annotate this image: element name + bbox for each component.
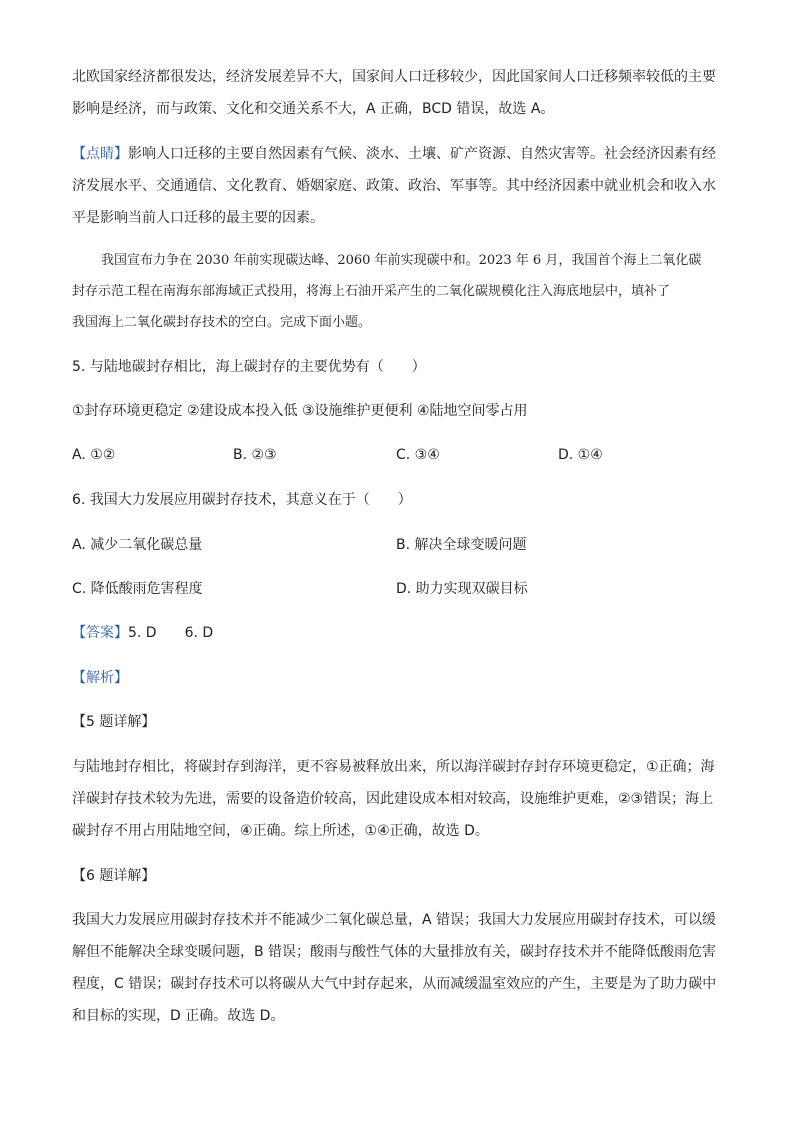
detail-6-line: 解但不能解决全球变暖问题，B 错误；酸雨与酸性气体的大量排放有关，碳封存技术并不能降低酸雨危害 — [72, 944, 717, 960]
detail-5-line: 碳封存不用占用陆地空间，④正确。综上所述，①④正确，故选 D。 — [72, 823, 489, 839]
answer-line — [72, 623, 213, 643]
q6-option-d: D. 助力实现双碳目标 — [396, 581, 528, 597]
answer-text: 5. D 6. D — [128, 625, 214, 641]
answer-label: 【答案】 — [72, 625, 128, 641]
material-line: 我国宣布力争在 2030 年前实现碳达峰、2060 年前实现碳中和。2023 年 6 月，我国首个海上二氧化碳 — [101, 253, 702, 268]
question-6-stem: 6. 我国大力发展应用碳封存技术，其意义在于（ ） — [72, 492, 412, 508]
paragraph-line: 北欧国家经济都很发达，经济发展差异不大，国家间人口迁移较少，因此国家间人口迁移频率较低的主要 — [72, 69, 716, 85]
detail-5-line: 洋碳封存技术较为先进，需要的设备造价较高，因此建设成本相对较高，设施维护更难，②③错误；海上 — [72, 791, 714, 807]
dianjing-line: 济发展水平、交通通信、文化教育、婚姻家庭、政策、政治、军事等。其中经济因素中就业机会和收入水 — [72, 178, 716, 194]
dianjing-line: 平是影响当前人口迁移的最主要的因素。 — [72, 210, 324, 226]
dianjing-text: 影响人口迁移的主要自然因素有气候、淡水、土壤、矿产资源、自然灾害等。社会经济因素有经 — [128, 146, 716, 162]
analysis-label: 【解析】 — [72, 670, 128, 686]
q5-option-a: A. ①② — [72, 447, 116, 463]
detail-6-line: 我国大力发展应用碳封存技术并不能减少二氧化碳总量，A 错误；我国大力发展应用碳封存技术，可以缓 — [72, 912, 717, 928]
material-line: 封存示范工程在南海东部海域正式投用，将海上石油开采产生的二氧化碳规模化注入海底地层中，填补了 — [72, 284, 671, 299]
q5-option-b: B. ②③ — [233, 447, 277, 463]
q5-option-c: C. ③④ — [396, 447, 440, 463]
dianjing-line — [72, 144, 716, 164]
detail-6-line: 和目标的实现，D 正确。故选 D。 — [72, 1008, 285, 1024]
q6-option-c: C. 降低酸雨危害程度 — [72, 581, 203, 597]
q5-option-d: D. ①④ — [558, 447, 603, 463]
q6-option-a: A. 减少二氧化碳总量 — [72, 537, 203, 553]
detail-5-label: 【5 题详解】 — [72, 714, 156, 730]
detail-6-line: 程度，C 错误；碳封存技术可以将碳从大气中封存起来，从而减缓温室效应的产生，主要是为了助力碳中 — [72, 976, 717, 992]
paragraph-line: 影响是经济，而与政策、文化和交通关系不大，A 正确，BCD 错误，故选 A。 — [72, 101, 555, 117]
question-5-stem: 5. 与陆地碳封存相比，海上碳封存的主要优势有（ ） — [72, 359, 426, 375]
detail-5-line: 与陆地封存相比，将碳封存到海洋，更不容易被释放出来，所以海洋碳封存封存环境更稳定，①正确；海 — [72, 759, 715, 775]
dianjing-label: 【点睛】 — [72, 146, 128, 162]
question-5-items: ①封存环境更稳定 ②建设成本投入低 ③设施维护更便利 ④陆地空间零占用 — [72, 403, 528, 419]
q6-option-b: B. 解决全球变暖问题 — [396, 537, 527, 553]
detail-6-label: 【6 题详解】 — [72, 868, 156, 884]
material-line: 我国海上二氧化碳封存技术的空白。完成下面小题。 — [72, 315, 372, 330]
